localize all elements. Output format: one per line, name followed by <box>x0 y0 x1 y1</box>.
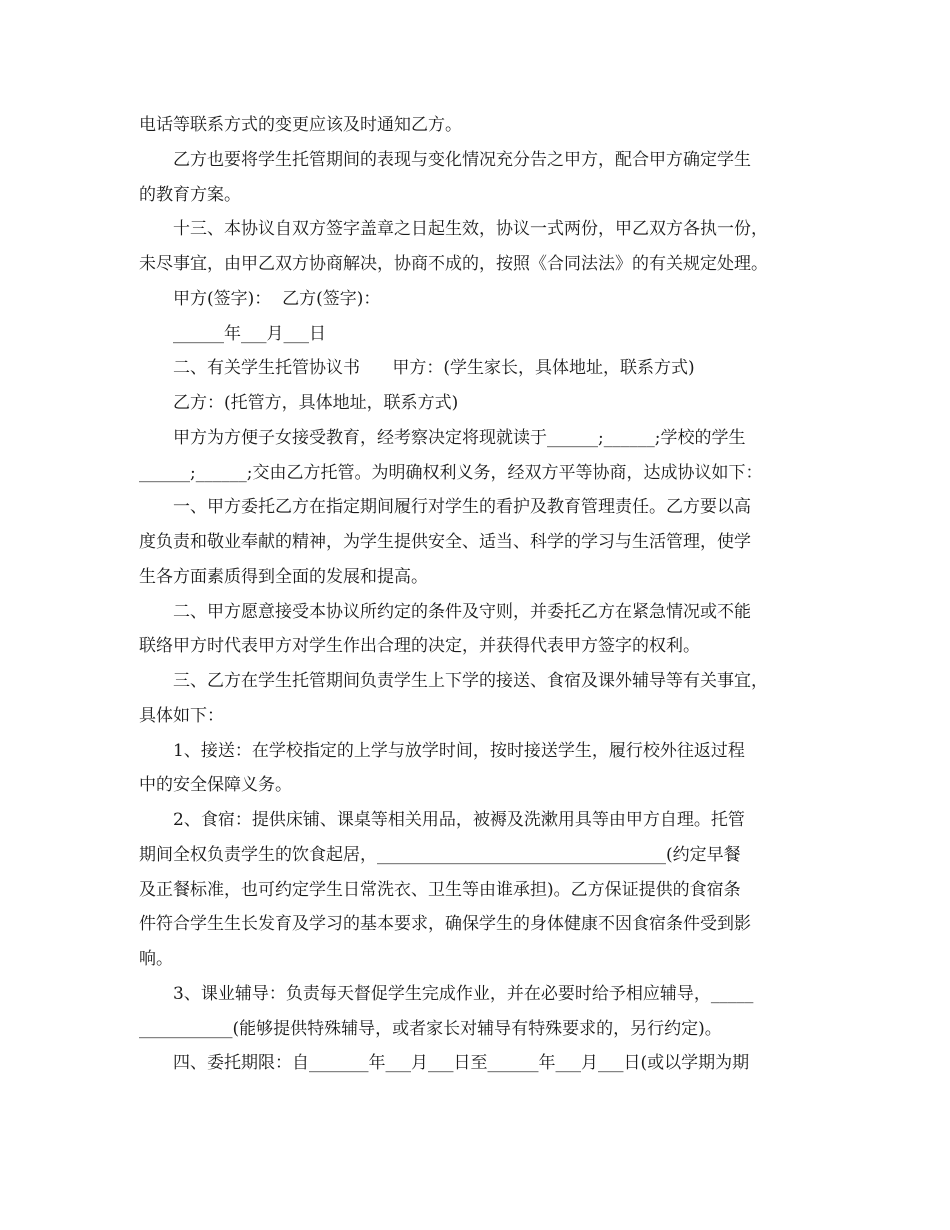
text-line: 度负责和敬业奉献的精神，为学生提供安全、适当、科学的学习与生活管理，使学 <box>139 532 751 552</box>
text-line: 中的安全保障义务。 <box>139 775 292 796</box>
text-line: 二、甲方愿意接受本协议所约定的条件及守则，并委托乙方在紧急情况或不能 <box>173 601 751 622</box>
text-line: 甲方为方便子女接受教育，经考察决定将现就读于______;______;学校的学生 <box>173 427 746 448</box>
text-line: 生各方面素质得到全面的发展和提高。 <box>139 566 428 587</box>
text-line: 2、食宿：提供床铺、课桌等相关用品，被褥及洗漱用具等由甲方自理。托管 <box>173 810 745 830</box>
text-line: 四、委托期限：自_______年___月___日至______年___月___日(或以学期为期 <box>173 1053 750 1074</box>
text-line: 期间全权负责学生的饮食起居，__________________________________(约定早餐 <box>139 844 741 865</box>
text-line: 的教育方案。 <box>139 184 241 205</box>
text-line: 三、乙方在学生托管期间负责学生上下学的接送、食宿及课外辅导等有关事宜， <box>173 671 768 691</box>
text-line: 3、课业辅导：负责每天督促学生完成作业，并在必要时给予相应辅导，_____ <box>173 983 754 1004</box>
text-line: 二、有关学生托管协议书 甲方：(学生家长，具体地址，联系方式) <box>173 358 695 379</box>
text-line: 乙方也要将学生托管期间的表现与变化情况充分告之甲方，配合甲方确定学生 <box>173 149 751 170</box>
text-line: 及正餐标准，也可约定学生日常洗衣、卫生等由谁承担)。乙方保证提供的食宿条 <box>139 879 741 900</box>
text-line: 乙方：(托管方，具体地址，联系方式) <box>173 393 459 413</box>
text-line: ___________(能够提供特殊辅导，或者家长对辅导有特殊要求的，另行约定)。 <box>139 1018 722 1039</box>
text-line: 甲方(签字)： 乙方(签字)： <box>173 288 381 309</box>
text-line: 具体如下： <box>139 705 224 726</box>
text-line: 件符合学生生长发育及学习的基本要求，确保学生的身体健康不因食宿条件受到影 <box>139 914 751 935</box>
text-line: ______;______;交由乙方托管。为明确权利义务，经双方平等协商，达成协议如下： <box>139 462 763 483</box>
text-line: 响。 <box>139 949 173 969</box>
text-line: 电话等联系方式的变更应该及时通知乙方。 <box>139 115 462 135</box>
text-line: 1、接送：在学校指定的上学与放学时间，按时接送学生，履行校外往返过程 <box>173 740 745 761</box>
text-line: ______年___月___日 <box>173 323 326 344</box>
text-line: 十三、本协议自双方签字盖章之日起生效，协议一式两份，甲乙双方各执一份， <box>173 219 768 240</box>
text-line: 未尽事宜，由甲乙双方协商解决，协商不成的，按照《合同法法》的有关规定处理。 <box>139 254 768 274</box>
text-line: 一、甲方委托乙方在指定期间履行对学生的看护及教育管理责任。乙方要以高 <box>173 497 751 518</box>
text-line: 联络甲方时代表甲方对学生作出合理的决定，并获得代表甲方签字的权利。 <box>139 636 700 657</box>
